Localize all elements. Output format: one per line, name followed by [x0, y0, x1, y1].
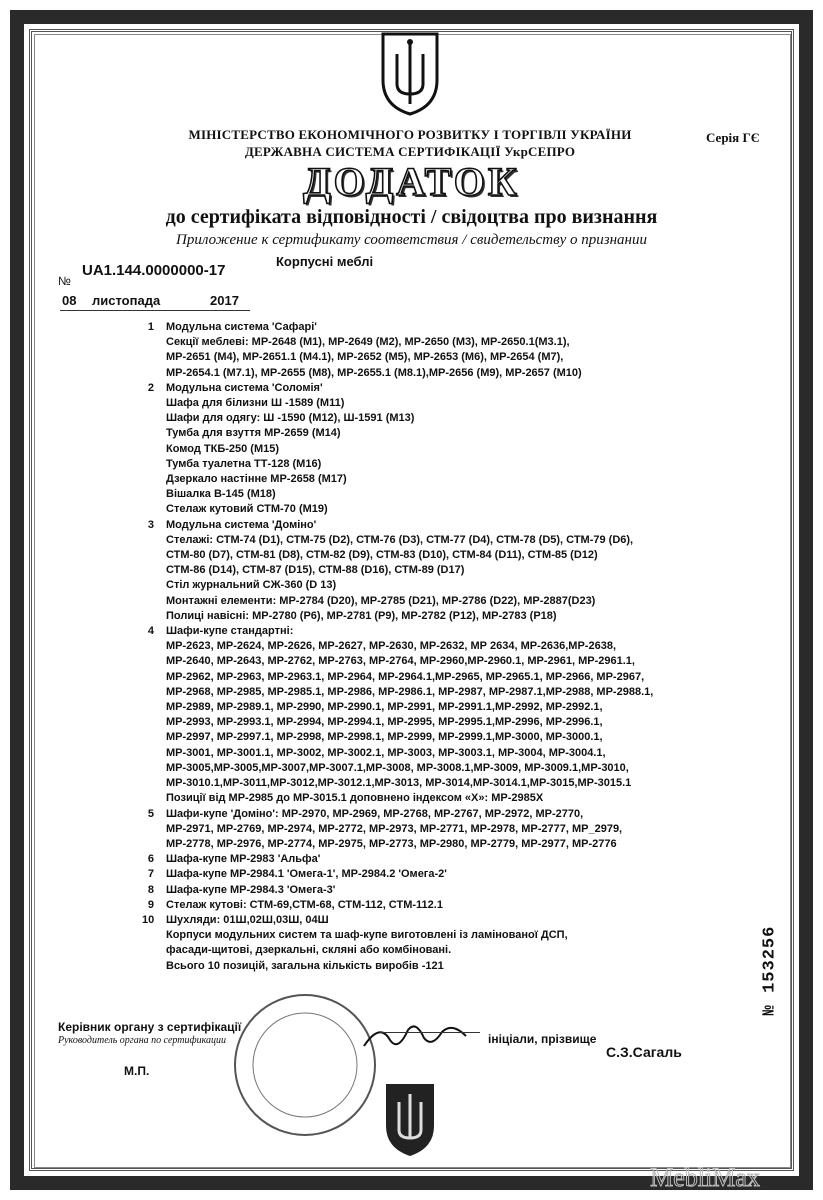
item-line: Стелажі: СТМ-74 (D1), СТМ-75 (D2), СТМ-76 (D3), СТМ-77 (D4), СТМ-78 (D5), СТМ-79 (D6), [166, 533, 634, 546]
item-line: Стіл журнальний СЖ-360 (D 13) [166, 579, 337, 592]
list-item [0, 807, 823, 853]
item-number: 8 [147, 883, 154, 896]
item-line: Вішалка В-145 (М18) [166, 488, 276, 501]
head-of-body-label-ru: Руководитель органа по сертификации [58, 1035, 227, 1046]
item-body [166, 913, 756, 974]
item-line: Монтажні елементи: МР-2784 (D20), МР-2785 (D21), МР-2786 (D22), МР-2887(D23) [166, 594, 596, 607]
coat-of-arms-icon [375, 28, 445, 118]
item-line: МР-2962, МР-2963, МР-2963.1, МР-2964, МР-2964.1,МР-2965, МР-2965.1, МР-2966, МР-2967, [166, 670, 645, 683]
item-number: 1 [147, 321, 154, 333]
item-number: 6 [147, 853, 154, 866]
item-line: Шафа-купе МР-2983 'Альфа' [166, 853, 321, 866]
item-line: СТМ-86 (D14), СТМ-87 (D15), СТМ-88 (D16), СТМ-89 (D17) [166, 564, 465, 577]
item-line: МР-2989, МР-2989.1, МР-2990, МР-2990.1, МР-2991, МР-2991.1,МР-2992, МР-2992.1, [166, 701, 603, 714]
item-number: 2 [147, 381, 154, 394]
signer-name: С.З.Сагаль [606, 1044, 682, 1060]
list-item [0, 518, 823, 624]
bottom-coat-of-arms-icon [380, 1080, 440, 1160]
item-number: 9 [147, 898, 154, 911]
product-name: Корпусні меблі [276, 254, 374, 269]
item-line: фасади-щитові, дзеркальні, скляні або комбіновані. [166, 944, 452, 957]
series-label: Серія ГЄ [706, 130, 760, 145]
item-line: МР-2651 (М4), МР-2651.1 (М4.1), МР-2652 (М5), МР-2653 (М6), МР-2654 (М7), [166, 351, 564, 364]
list-item [0, 320, 823, 381]
date-year: 2017 [210, 293, 239, 308]
item-number: 3 [147, 518, 154, 531]
item-line: СТМ-80 (D7), СТМ-81 (D8), СТМ-82 (D9), СТМ-83 (D10), СТМ-84 (D11), СТМ-85 (D12) [166, 549, 598, 562]
item-line: Шафи-купе 'Доміно': МР-2970, МР-2969, МР-2768, МР-2767, МР-2972, МР-2770, [166, 807, 584, 820]
item-number: 7 [147, 868, 154, 881]
items-list [0, 320, 823, 974]
list-item [0, 898, 823, 913]
item-body [166, 898, 756, 913]
item-line: Шафи для одягу: Ш -1590 (М12), Ш-1591 (М13) [166, 412, 415, 425]
signature-icon [360, 1018, 470, 1054]
item-line: Полиці навісні: МР-2780 (Р6), МР-2781 (Р9), МР-2782 (Р12), МР-2783 (Р18) [166, 609, 557, 622]
item-line: Шафа-купе МР-2984.3 'Омега-3' [166, 883, 336, 896]
item-line: МР-2971, МР-2769, МР-2974, МР-2772, МР-2973, МР-2771, МР-2978, МР-2777, МР_2979, [166, 822, 623, 835]
item-body [166, 624, 756, 806]
item-body [166, 381, 756, 518]
item-body [166, 807, 756, 853]
list-item [0, 883, 823, 898]
item-number: 5 [147, 807, 154, 820]
ministry-line-2: ДЕРЖАВНА СИСТЕМА СЕРТИФІКАЦІЇ УкрСЕПРО [244, 144, 576, 159]
item-line: Комод ТКБ-250 (М15) [166, 442, 280, 455]
stamp-place-label: М.П. [124, 1064, 150, 1078]
item-line: МР-3010.1,МР-3011,МР-3012,МР-3012.1,МР-3013, МР-3014,МР-3014.1,МР-3015,МР-3015.1 [166, 777, 632, 790]
date-underline [60, 310, 250, 311]
item-line: МР-3001, МР-3001.1, МР-3002, МР-3002.1, МР-3003, МР-3003.1, МР-3004, МР-3004.1, [166, 746, 606, 759]
item-line: Секції меблеві: МР-2648 (М1), МР-2649 (М2), МР-2650 (М3), МР-2650.1(М3.1), [166, 336, 570, 349]
item-line: МР-2997, МР-2997.1, МР-2998, МР-2998.1, МР-2999, МР-2999.1,МР-3000, МР-3000.1, [166, 731, 603, 744]
date-month: листопада [92, 293, 161, 308]
item-body [166, 852, 756, 867]
svg-text:MebliMax: MebliMax [650, 1163, 760, 1192]
head-of-body-label: Керівник органу з сертифікації [58, 1020, 242, 1034]
item-number: 4 [147, 625, 154, 638]
list-item [0, 624, 823, 806]
item-line: МР-2778, МР-2976, МР-2774, МР-2975, МР-2773, МР-2980, МР-2779, МР-2977, МР-2776 [166, 837, 617, 850]
document-subtitle: до сертифіката відповідності / свідоцтва про визнання [165, 206, 658, 228]
item-body [166, 320, 756, 381]
form-number [757, 905, 783, 1035]
initials-label: ініціали, прізвище [488, 1032, 597, 1046]
item-body [166, 883, 756, 898]
ministry-line-1: МІНІСТЕРСТВО ЕКОНОМІЧНОГО РОЗВИТКУ І ТОРГІВЛІ УКРАЇНИ [188, 127, 632, 142]
item-line: МР-2993, МР-2993.1, МР-2994, МР-2994.1, МР-2995, МР-2995.1,МР-2996, МР-2996.1, [166, 716, 603, 729]
item-line: Позиції від МР-2985 до МР-3015.1 доповнено індексом «Х»: МР-2985Х [166, 792, 544, 805]
item-line: МР-2654.1 (М7.1), МР-2655 (М8), МР-2655.1 (М8.1),МР-2656 (М9), МР-2657 (М10) [166, 366, 582, 379]
item-line: Тумба туалетна ТТ-128 (М16) [166, 457, 322, 470]
item-line: МР-2640, МР-2643, МР-2762, МР-2763, МР-2764, МР-2960,МР-2960.1, МР-2961, МР-2961.1, [166, 655, 635, 668]
form-number-text: № 153256 [760, 925, 780, 1015]
item-line: Стелаж кутові: СТМ-69,СТМ-68, СТМ-112, СТМ-112.1 [166, 898, 443, 911]
date-day: 08 [62, 293, 77, 308]
item-line: Шафа-купе МР-2984.1 'Омега-1', МР-2984.2 'Омега-2' [166, 868, 447, 881]
certificate-number: UA1.144.0000000-17 [82, 262, 226, 279]
item-line: Стелаж кутовий СТМ-70 (М19) [166, 503, 328, 516]
list-item [0, 381, 823, 518]
item-line: Всього 10 позицій, загальна кількість виробів -121 [166, 959, 444, 972]
item-line: Модульна система 'Доміно' [166, 518, 317, 531]
item-line: Корпуси модульних систем та шаф-купе виготовлені із ламінованої ДСП, [166, 929, 568, 942]
list-item [0, 852, 823, 867]
item-line: МР-2623, МР-2624, МР-2626, МР-2627, МР-2630, МР-2632, МР 2634, МР-2636,МР-2638, [166, 640, 616, 653]
item-line: Модульна система 'Соломія' [166, 381, 323, 394]
document-title: ДОДАТОК [303, 159, 520, 204]
item-line: МР-3005,МР-3005,МР-3007,МР-3007.1,МР-3008, МР-3008.1,МР-3009, МР-3009.1,МР-3010, [166, 761, 629, 774]
watermark-logo-icon [600, 1160, 810, 1194]
item-number: 10 [142, 913, 155, 926]
item-line: Шафа для білизни Ш -1589 (М11) [166, 397, 345, 410]
item-line: МР-2968, МР-2985, МР-2985.1, МР-2986, МР-2986.1, МР-2987, МР-2987.1,МР-2988, МР-2988.1, [166, 685, 654, 698]
item-line: Модульна система 'Сафарі' [166, 321, 317, 333]
item-body [166, 518, 756, 624]
signature-line [380, 1032, 480, 1033]
round-seal-icon [230, 990, 380, 1140]
number-label: № [58, 274, 71, 288]
document-subtitle-ru: Приложение к сертификату соответствия / свидетельству о признании [176, 232, 647, 248]
item-line: Шухляди: 01Ш,02Ш,03Ш, 04Ш [166, 913, 329, 926]
list-item [0, 867, 823, 882]
list-item [0, 913, 823, 974]
ministry-header [140, 126, 680, 160]
item-body [166, 867, 756, 882]
item-line: Дзеркало настінне МР-2658 (М17) [166, 473, 347, 486]
item-line: Шафи-купе стандартні: [166, 625, 294, 638]
item-line: Тумба для взуття МР-2659 (М14) [166, 427, 341, 440]
